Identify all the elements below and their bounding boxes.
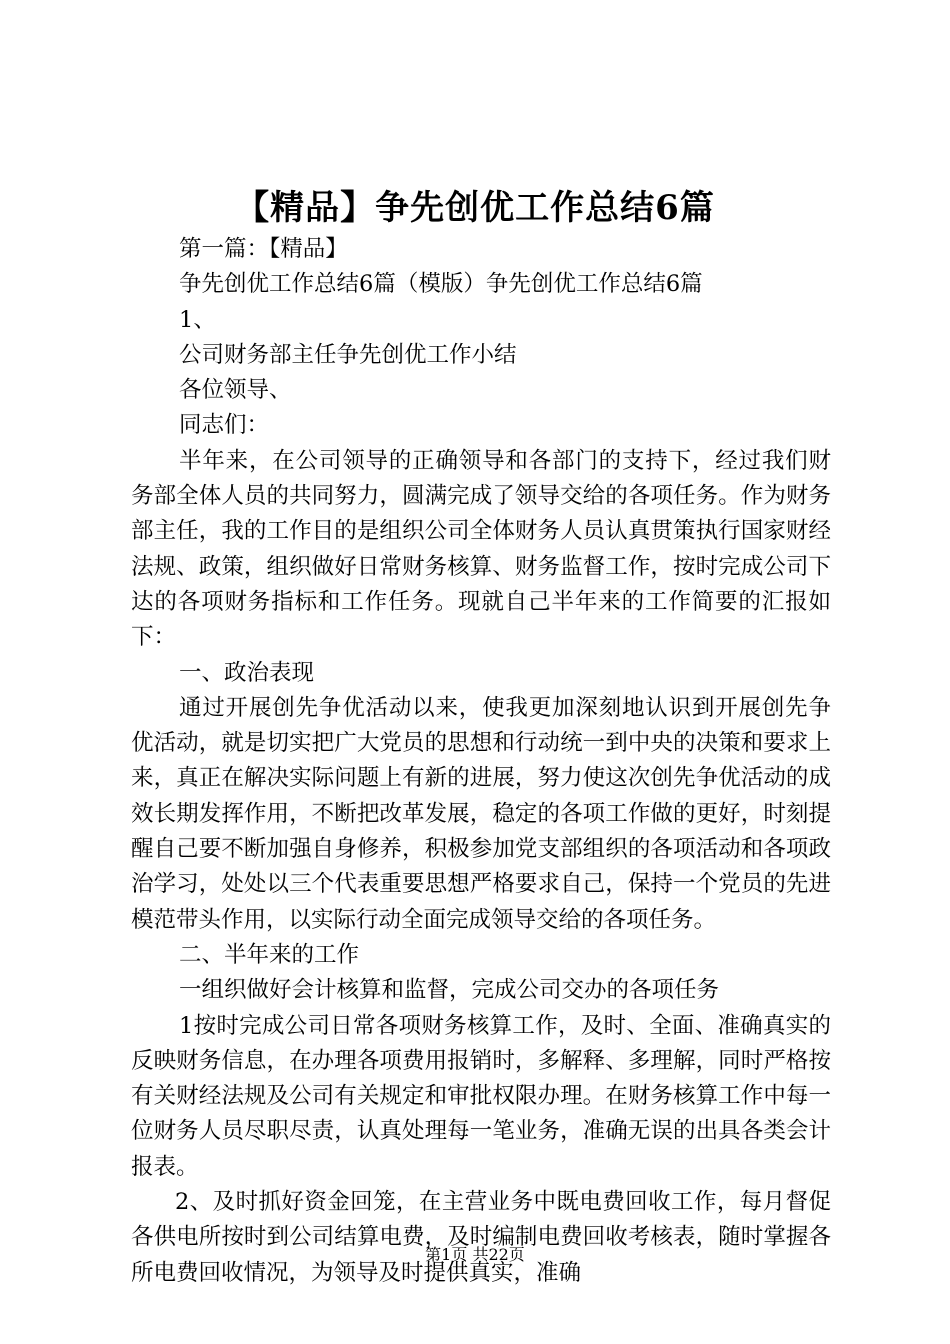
report-title: 公司财务部主任争先创优工作小结 (179, 341, 517, 368)
document-body (131, 232, 831, 1291)
page-footer: 第1页 共22页 (425, 1245, 525, 1264)
paragraph-funds: 2、及时抓好资金回笼，在主营业务中既电费回收工作，每月督促各供电所按时到公司结算电费，及时编制电费回收考核表，随时掌握各所电费回收情况，为领导及时提供真实，准确 (131, 1189, 831, 1286)
subtitle-line: 争先创优工作总结6篇（模版）争先创优工作总结6篇 (179, 271, 703, 298)
paragraph-political: 通过开展创先争优活动以来，使我更加深刻地认识到开展创先争优活动，就是切实把广大党员的思想和行动统一到中央的决策和要求上来，真正在解决实际问题上有新的进展，努力使这次创先争优活动的成效长期发挥作用，不断把改革发展，稳定的各项工作做的更好，时刻提醒自己要不断加强自身修养，积极参加党支部组织的各项活动和各项政治学习，处处以三个代表重要思想严格要求自己，保持一个党员的先进模范带头作用，以实际行动全面完成领导交给的各项任务。 (131, 694, 831, 933)
item-number: 1、 (179, 306, 216, 333)
salutation-comrades: 同志们： (179, 412, 270, 439)
heading-political: 一、政治表现 (179, 659, 315, 686)
salutation-leaders: 各位领导、 (179, 377, 292, 404)
document-title: 【精品】争先创优工作总结6篇 (235, 188, 715, 228)
heading-work: 二、半年来的工作 (179, 941, 360, 968)
section-heading: 第一篇：【精品】 (179, 236, 348, 262)
subheading-accounting: 一组织做好会计核算和监督，完成公司交办的各项任务 (179, 977, 720, 1004)
paragraph-accounting: 1按时完成公司日常各项财务核算工作，及时、全面、准确真实的反映财务信息，在办理各项费用报销时，多解释、多理解，同时严格按有关财经法规及公司有关规定和审批权限办理。在财务核算工作中每一位财务人员尽职尽责，认真处理每一笔业务，准确无误的出具各类会计报表。 (131, 1012, 831, 1180)
paragraph-intro: 半年来，在公司领导的正确领导和各部门的支持下，经过我们财务部全体人员的共同努力，圆满完成了领导交给的各项任务。作为财务部主任，我的工作目的是组织公司全体财务人员认真贯策执行国家财经法规、政策，组织做好日常财务核算、财务监督工作，按时完成公司下达的各项财务指标和工作任务。现就自己半年来的工作简要的汇报如下： (131, 447, 831, 651)
